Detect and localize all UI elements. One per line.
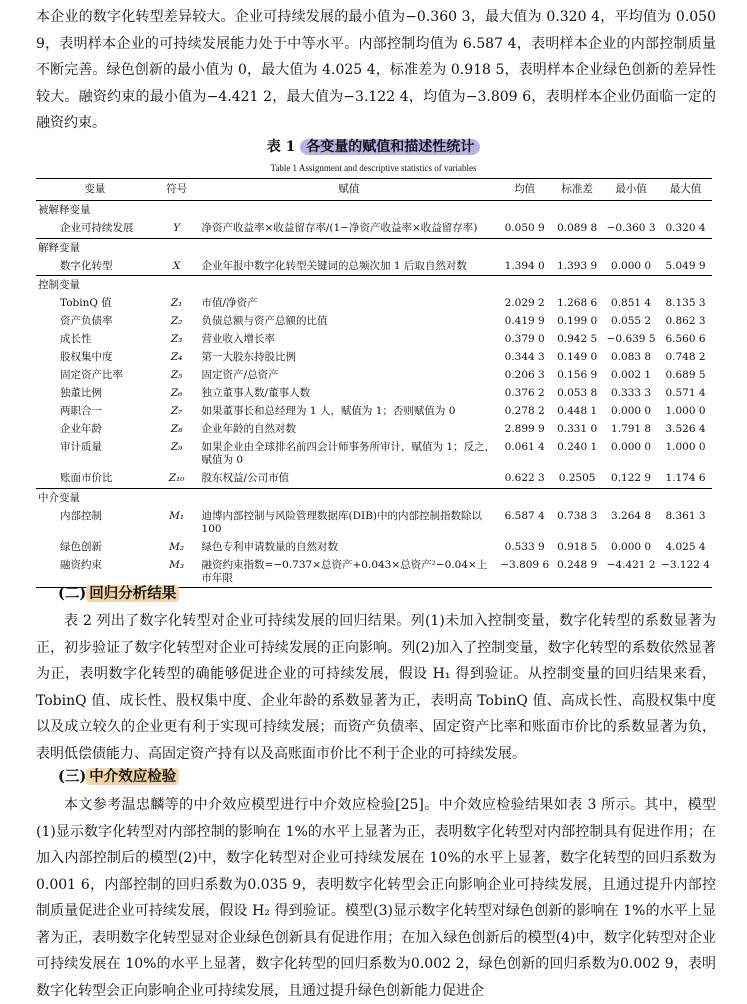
cell-min: 0.851 4	[611, 297, 652, 309]
section-title: 控制变量	[36, 276, 712, 295]
cell-def: 负债总额与资产总额的比值	[201, 315, 328, 327]
cell-min: 0.055 2	[611, 315, 652, 327]
cell-sd: 0.248 9	[551, 556, 603, 588]
cell-min: −4.421 2	[603, 556, 659, 588]
cell-min: 0.122 9	[611, 472, 652, 484]
cell-symbol: Z₇	[170, 405, 183, 417]
cell-name: TobinQ 值	[60, 297, 112, 309]
cell-mean: 2.899 9	[504, 423, 545, 435]
table-body	[36, 201, 712, 588]
section-row	[36, 488, 712, 507]
section-title: 解释变量	[36, 238, 712, 257]
table-row	[36, 439, 712, 470]
cell-mean: 0.376 2	[504, 387, 545, 399]
cell-mean: 0.622 3	[504, 472, 545, 484]
cell-mean: 1.394 0	[504, 259, 545, 272]
cell-sd: 0.331 0	[557, 423, 598, 435]
header-max: 最大值	[659, 179, 712, 201]
table-row	[36, 220, 712, 239]
section-2-number: (二)	[58, 585, 87, 602]
cell-def: 营业收入增长率	[201, 333, 276, 345]
cell-sd: 0.199 0	[557, 315, 598, 327]
cell-max: 0.320 4	[665, 222, 706, 234]
section-title: 被解释变量	[38, 204, 91, 216]
cell-def: 如果企业由全球排名前四会计师事务所审计，赋值为 1；反之，赋值为 0	[201, 441, 496, 466]
cell-sd: 1.393 9	[557, 259, 598, 272]
cell-max: 8.135 3	[665, 297, 706, 309]
cell-symbol: M₃	[154, 556, 200, 588]
cell-sd: 0.149 0	[557, 351, 598, 363]
cell-def: 融资约束指数=−0.737×总资产+0.043×总资产²−0.04×上市年限	[200, 556, 499, 588]
cell-name: 两职合一	[60, 405, 102, 417]
header-sd: 标准差	[551, 179, 603, 201]
table-row	[36, 385, 712, 403]
cell-min: 3.264 8	[611, 509, 652, 522]
cell-min: 0.083 8	[611, 351, 652, 363]
cell-sd: 0.448 1	[557, 405, 598, 417]
cell-def: 迪博内部控制与风险管理数据库(DIB)中的内部控制指数除以 100	[201, 509, 483, 535]
intro-paragraph: 本企业的数字化转型差异较大。企业可持续发展的最小值为−0.360 3，最大值为 0.320 4，平均值为 0.050 9，表明样本企业的可持续发展能力处于中等水平。内部控制均值为 6.587 4，表明样本企业的内部控制质量不断完善。绿色创新的最小值为 0，最大值为 4.025 4，标准差为 0.918 5，表明样本企业绿色创新的差异性较大。融资约束的最小值为−4.421 2，最大值为−3.122 4，均值为−3.809 6，表明样本企业仍面临一定的融资约束。	[36, 9, 716, 131]
section-3-paragraph: 本文参考温忠麟等的中介效应模型进行中介效应检验[25]。中介效应检验结果如表 3 所示。其中，模型(1)显示数字化转型对内部控制的影响在 1%的水平上显著为正，表明数字化转型对内部控制具有促进作用；在加入内部控制后的模型(2)中，数字化转型对企业可持续发展在 10%的水平上显著，数字化转型的回归系数为0.001 6，内部控制的回归系数为0.035 9，表明数字化转型会正向影响企业可持续发展，且通过提升内部控制质量促进企业可持续发展，假设 H₂ 得到验证。模型(3)显示数字化转型对绿色创新的影响在 1%的水平上显著为正，表明数字化转型显对企业绿色创新具有促进作用；在加入绿色创新后的模型(4)中，数字化转型对企业可持续发展在 10%的水平上显著，数字化转型的回归系数为0.002 2，绿色创新的回归系数为0.002 9，表明数字化转型会正向影响企业可持续发展，且通过提升绿色创新能力促进企	[36, 797, 716, 999]
section-2-heading	[58, 581, 179, 607]
cell-max: 1.000 0	[665, 441, 706, 453]
cell-mean: 0.278 2	[504, 405, 545, 417]
cell-min: 0.000 0	[611, 540, 652, 553]
table-caption	[0, 136, 747, 156]
cell-def: 第一大股东持股比例	[201, 351, 297, 363]
cell-mean: 2.029 2	[504, 297, 545, 309]
table-row	[36, 507, 712, 538]
table-row	[36, 295, 712, 313]
cell-symbol: M₂	[169, 540, 185, 553]
cell-max: −3.122 4	[659, 556, 712, 588]
section-row	[36, 238, 712, 257]
cell-mean: 0.419 9	[504, 315, 545, 327]
cell-min: 0.002 1	[611, 369, 652, 381]
cell-sd: 0.156 9	[557, 369, 598, 381]
cell-sd: 0.918 5	[557, 540, 598, 553]
cell-name: 成长性	[60, 333, 92, 345]
cell-def: 企业年报中数字化转型关键词的总频次加 1 后取自然对数	[201, 259, 467, 272]
cell-def: 企业年龄的自然对数	[201, 423, 297, 435]
cell-name: 独董比例	[60, 387, 102, 399]
cell-min: −0.360 3	[606, 222, 656, 234]
cell-name: 数字化转型	[60, 259, 113, 272]
table-caption-prefix: 表 1	[266, 139, 296, 155]
cell-name: 账面市价比	[60, 472, 113, 484]
cell-max: 0.689 5	[665, 369, 706, 381]
cell-max: 0.862 3	[665, 315, 706, 327]
cell-name: 融资约束	[36, 556, 154, 588]
cell-name: 固定资产比率	[60, 369, 123, 381]
cell-symbol: Y	[173, 222, 181, 234]
header-variable: 变量	[36, 179, 154, 201]
cell-mean: −3.809 6	[498, 556, 551, 588]
cell-min: 0.000 0	[611, 405, 652, 417]
section-2-paragraph: 表 2 列出了数字化转型对企业可持续发展的回归结果。列(1)未加入控制变量，数字化转型的系数显著为正，初步验证了数字化转型对企业可持续发展的正向影响。列(2)加入了控制变量，数字化转型的系数依然显著为正，表明数字化转型的确能够促进企业的可持续发展，假设 H₁ 得到验证。从控制变量的回归结果来看，TobinQ 值、成长性、股权集中度、企业年龄的系数显著为正，表明高 TobinQ 值、高成长性、高股权集中度以及成立较久的企业更有利于实现可持续发展；而资产负债率、固定资产比率和账面市价比的系数显著为负，表明低偿债能力、高固定资产持有以及高账面市价比不利于企业的可持续发展。	[36, 613, 716, 762]
table-row	[36, 470, 712, 489]
cell-name: 绿色创新	[60, 540, 102, 553]
cell-max: 0.748 2	[665, 351, 706, 363]
cell-symbol: X	[172, 259, 181, 272]
table-row	[36, 257, 712, 276]
cell-def: 股东权益/公司市值	[201, 472, 290, 484]
table-caption-title: 各变量的赋值和描述性统计	[300, 139, 480, 155]
cell-mean: 0.206 3	[504, 369, 545, 381]
cell-min: 1.791 8	[611, 423, 652, 435]
cell-mean: 6.587 4	[504, 509, 545, 522]
cell-def: 如果董事长和总经理为 1 人，赋值为 1；否则赋值为 0	[201, 405, 456, 417]
cell-sd: 0.2505	[558, 472, 596, 484]
cell-mean: 0.379 0	[504, 333, 545, 345]
cell-name: 股权集中度	[60, 351, 113, 363]
cell-name: 审计质量	[60, 441, 102, 453]
cell-sd: 0.240 1	[557, 441, 598, 453]
table-row	[36, 538, 712, 556]
cell-name: 企业可持续发展	[60, 222, 134, 234]
table-header-row	[36, 179, 712, 201]
section-3-heading	[58, 764, 179, 790]
section-row	[36, 201, 712, 220]
cell-symbol: Z₈	[170, 423, 183, 435]
cell-def: 绿色专利申请数量的自然对数	[201, 540, 339, 553]
variables-table	[36, 178, 712, 588]
cell-mean: 0.344 3	[504, 351, 545, 363]
cell-min: 0.000 0	[611, 441, 652, 453]
cell-symbol: Z₄	[170, 351, 183, 363]
cell-sd: 1.268 6	[557, 297, 598, 309]
section-3-number: (三)	[58, 768, 87, 785]
cell-def: 固定资产/总资产	[201, 369, 279, 381]
cell-symbol: Z₆	[170, 387, 183, 399]
cell-name: 资产负债率	[60, 315, 113, 327]
header-min: 最小值	[603, 179, 659, 201]
cell-sd: 0.089 8	[557, 222, 598, 234]
table-row	[36, 403, 712, 421]
table-row	[36, 313, 712, 331]
cell-mean: 0.050 9	[504, 222, 545, 234]
cell-min: 0.333 3	[611, 387, 652, 399]
cell-max: 0.571 4	[665, 387, 706, 399]
cell-symbol: M₁	[169, 509, 185, 522]
cell-max: 3.526 4	[665, 423, 706, 435]
table-caption-en: Table 1 Assignment and descriptive statistics of variables	[270, 163, 477, 173]
cell-min: 0.000 0	[611, 259, 652, 272]
cell-max: 1.174 6	[665, 472, 706, 484]
cell-symbol: Z₅	[170, 369, 183, 381]
header-definition: 赋值	[200, 179, 499, 201]
cell-def: 独立董事人数/董事人数	[201, 387, 311, 399]
cell-def: 市值/净资产	[201, 297, 258, 309]
cell-name: 企业年龄	[60, 423, 102, 435]
cell-def: 净资产收益率×收益留存率/(1−净资产收益率×收益留存率)	[201, 222, 478, 234]
cell-name: 内部控制	[60, 509, 102, 522]
table-row	[36, 421, 712, 439]
cell-symbol: Z₉	[170, 441, 183, 453]
table-row	[36, 367, 712, 385]
cell-symbol: Z₂	[170, 315, 183, 327]
cell-symbol: Z₁	[170, 297, 183, 309]
cell-symbol: Z₁₀	[168, 472, 185, 484]
table-row	[36, 331, 712, 349]
table-row	[36, 349, 712, 367]
cell-max: 1.000 0	[665, 405, 706, 417]
cell-mean: 0.061 4	[504, 441, 545, 453]
section-row	[36, 276, 712, 295]
cell-sd: 0.942 5	[557, 333, 598, 345]
section-3-title: 中介效应检验	[86, 768, 179, 785]
cell-max: 5.049 9	[665, 259, 706, 272]
cell-symbol: Z₃	[170, 333, 183, 345]
section-title: 中介变量	[36, 488, 712, 507]
header-mean: 均值	[498, 179, 551, 201]
section-2-title: 回归分析结果	[86, 585, 179, 602]
cell-sd: 0.738 3	[557, 509, 598, 522]
cell-mean: 0.533 9	[504, 540, 545, 553]
cell-max: 4.025 4	[665, 540, 706, 553]
header-symbol: 符号	[154, 179, 200, 201]
cell-max: 8.361 3	[665, 509, 706, 522]
cell-min: −0.639 5	[606, 333, 656, 345]
cell-sd: 0.053 8	[557, 387, 598, 399]
cell-max: 6.560 6	[665, 333, 706, 345]
